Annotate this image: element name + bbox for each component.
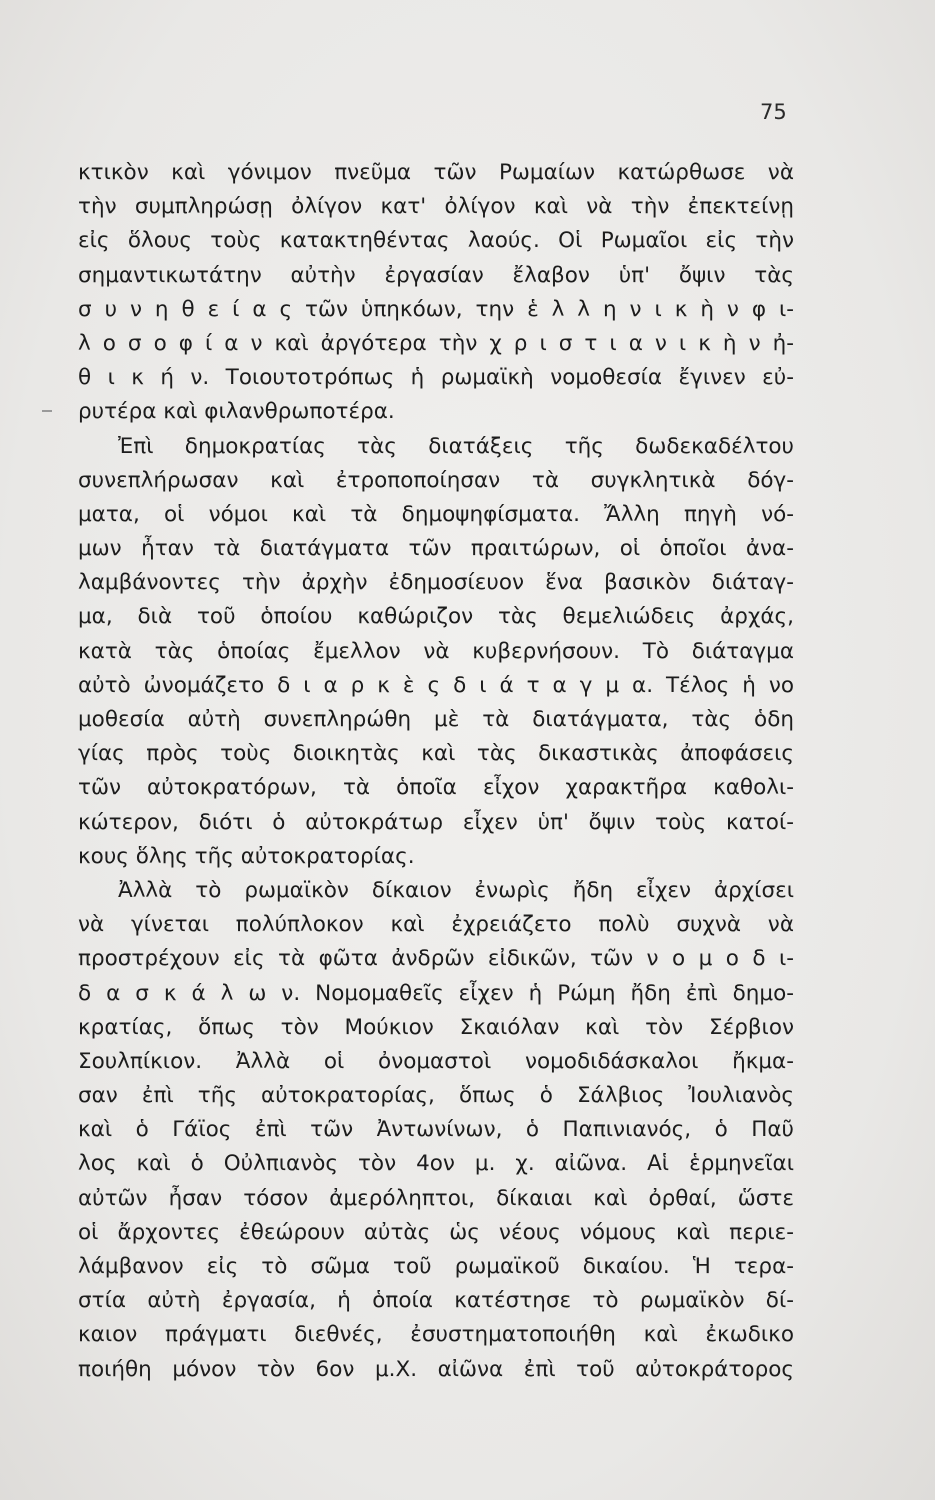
text-line: λαμβάνοντες τὴν ἀρχὴν ἐδημοσίευον ἕνα βασικὸν διάταγ-: [78, 570, 794, 596]
text-line: προστρέχουν εἰς τὰ φῶτα ἀνδρῶν εἰδικῶν, τῶν ν ο μ ο δ ι-: [78, 946, 794, 972]
text-line: Ἀλλὰ τὸ ρωμαϊκὸν δίκαιον ἐνωρὶς ἤδη εἶχεν ἀρχίσει: [118, 877, 794, 903]
text-line: συνεπλήρωσαν καὶ ἐτροποποίησαν τὰ συγκλητικὰ δόγ-: [78, 467, 794, 493]
text-line: κατὰ τὰς ὁποίας ἔμελλον νὰ κυβερνήσουν. Τὸ διάταγμα: [78, 638, 794, 664]
text-line: λάμβανον εἰς τὸ σῶμα τοῦ ρωμαϊκοῦ δικαίου. Ἡ τερα-: [78, 1254, 794, 1279]
text-line: οἱ ἄρχοντες ἐθεώρουν αὐτὰς ὡς νέους νόμους καὶ περιε-: [78, 1219, 794, 1245]
page-number: 75: [760, 100, 787, 124]
text-line: νὰ γίνεται πολύπλοκον καὶ ἐχρειάζετο πολὺ συχνὰ νὰ: [78, 912, 794, 938]
text-line: τὴν συμπληρώσῃ ὀλίγον κατ' ὀλίγον καὶ νὰ τὴν ἐπεκτείνῃ: [78, 194, 794, 220]
text-line: δ α σ κ ά λ ω ν. Νομομαθεῖς εἶχεν ἡ Ρώμη ἤδη ἐπὶ δημο-: [78, 980, 794, 1006]
text-line: αὐτῶν ἦσαν τόσον ἀμερόληπτοι, δίκαιαι καὶ ὀρθαί, ὥστε: [78, 1185, 794, 1211]
text-line: μοθεσία αὐτὴ συνεπληρώθη μὲ τὰ διατάγματα, τὰς ὁδη: [78, 707, 794, 732]
text-line: τῶν αὐτοκρατόρων, τὰ ὁποῖα εἶχον χαρακτῆρα καθολι-: [78, 775, 794, 801]
text-line: κους ὅλης τῆς αὐτοκρατορίας.: [78, 843, 415, 869]
paragraph-2: [78, 430, 794, 874]
text-line: σημαντικωτάτην αὐτὴν ἐργασίαν ἔλαβον ὑπ' ὄψιν τὰς: [78, 262, 794, 288]
body-text: [78, 156, 794, 1387]
text-line: καὶ ὁ Γάϊος ἐπὶ τῶν Ἀντωνίνων, ὁ Παπινιανός, ὁ Παῦ: [78, 1117, 794, 1143]
text-line: ρυτέρα καὶ φιλανθρωποτέρα.: [78, 399, 395, 425]
text-line: σαν ἐπὶ τῆς αὐτοκρατορίας, ὅπως ὁ Σάλβιος Ἰουλιανὸς: [78, 1083, 794, 1109]
text-line: σ υ ν η θ ε ί α ς τῶν ὑπηκόων, την ἑ λ λ η ν ι κ ὴ ν φ ι-: [78, 296, 794, 322]
text-line: κρατίας, ὅπως τὸν Μούκιον Σκαιόλαν καὶ τὸν Σέρβιον: [78, 1014, 794, 1040]
text-line: ποιήθη μόνον τὸν 6ον μ.Χ. αἰῶνα ἐπὶ τοῦ αὐτοκράτορος: [78, 1356, 794, 1382]
text-line: λ ο σ ο φ ί α ν καὶ ἀργότερα τὴν χ ρ ι σ τ ι α ν ι κ ὴ ν ἠ-: [78, 330, 794, 356]
text-line: αὐτὸ ὠνομάζετο δ ι α ρ κ ὲ ς δ ι ά τ α γ μ α. Τέλος ἡ νο: [78, 672, 794, 698]
text-line: λος καὶ ὁ Οὐλπιανὸς τὸν 4ον μ. χ. αἰῶνα. Αἱ ἑρμηνεῖαι: [78, 1151, 794, 1177]
margin-mark: [42, 410, 52, 412]
paragraph-1: [78, 156, 794, 430]
text-line: κώτερον, διότι ὁ αὐτοκράτωρ εἶχεν ὑπ' ὄψιν τοὺς κατοί-: [78, 809, 794, 835]
paragraph-3: [78, 874, 794, 1387]
text-line: κτικὸν καὶ γόνιμον πνεῦμα τῶν Ρωμαίων κατώρθωσε νὰ: [78, 160, 794, 185]
text-line: στία αὐτὴ ἐργασία, ἡ ὁποία κατέστησε τὸ ρωμαϊκὸν δί-: [78, 1288, 794, 1314]
text-line: θ ι κ ή ν. Τοιουτοτρόπως ἡ ρωμαϊκὴ νομοθεσία ἔγινεν εὐ-: [78, 365, 794, 391]
text-line: ματα, οἱ νόμοι καὶ τὰ δημοψηφίσματα. Ἄλλη πηγὴ νό-: [78, 501, 794, 527]
text-line: Ἐπὶ δημοκρατίας τὰς διατάξεις τῆς δωδεκαδέλτου: [118, 433, 794, 459]
text-line: μων ἦταν τὰ διατάγματα τῶν πραιτώρων, οἱ ὁποῖοι ἀνα-: [78, 536, 794, 562]
text-line: καιον πράγματι διεθνές, ἐσυστηματοποιήθη καὶ ἐκωδικο: [78, 1322, 794, 1348]
text-line: Σουλπίκιον. Ἀλλὰ οἱ ὀνομαστοὶ νομοδιδάσκαλοι ἤκμα-: [78, 1048, 794, 1074]
text-line: εἰς ὅλους τοὺς κατακτηθέντας λαούς. Οἱ Ρωμαῖοι εἰς τὴν: [78, 228, 794, 254]
text-line: γίας πρὸς τοὺς διοικητὰς καὶ τὰς δικαστικὰς ἀποφάσεις: [78, 741, 794, 767]
text-line: μα, διὰ τοῦ ὁποίου καθώριζον τὰς θεμελιώδεις ἀρχάς,: [78, 604, 794, 630]
